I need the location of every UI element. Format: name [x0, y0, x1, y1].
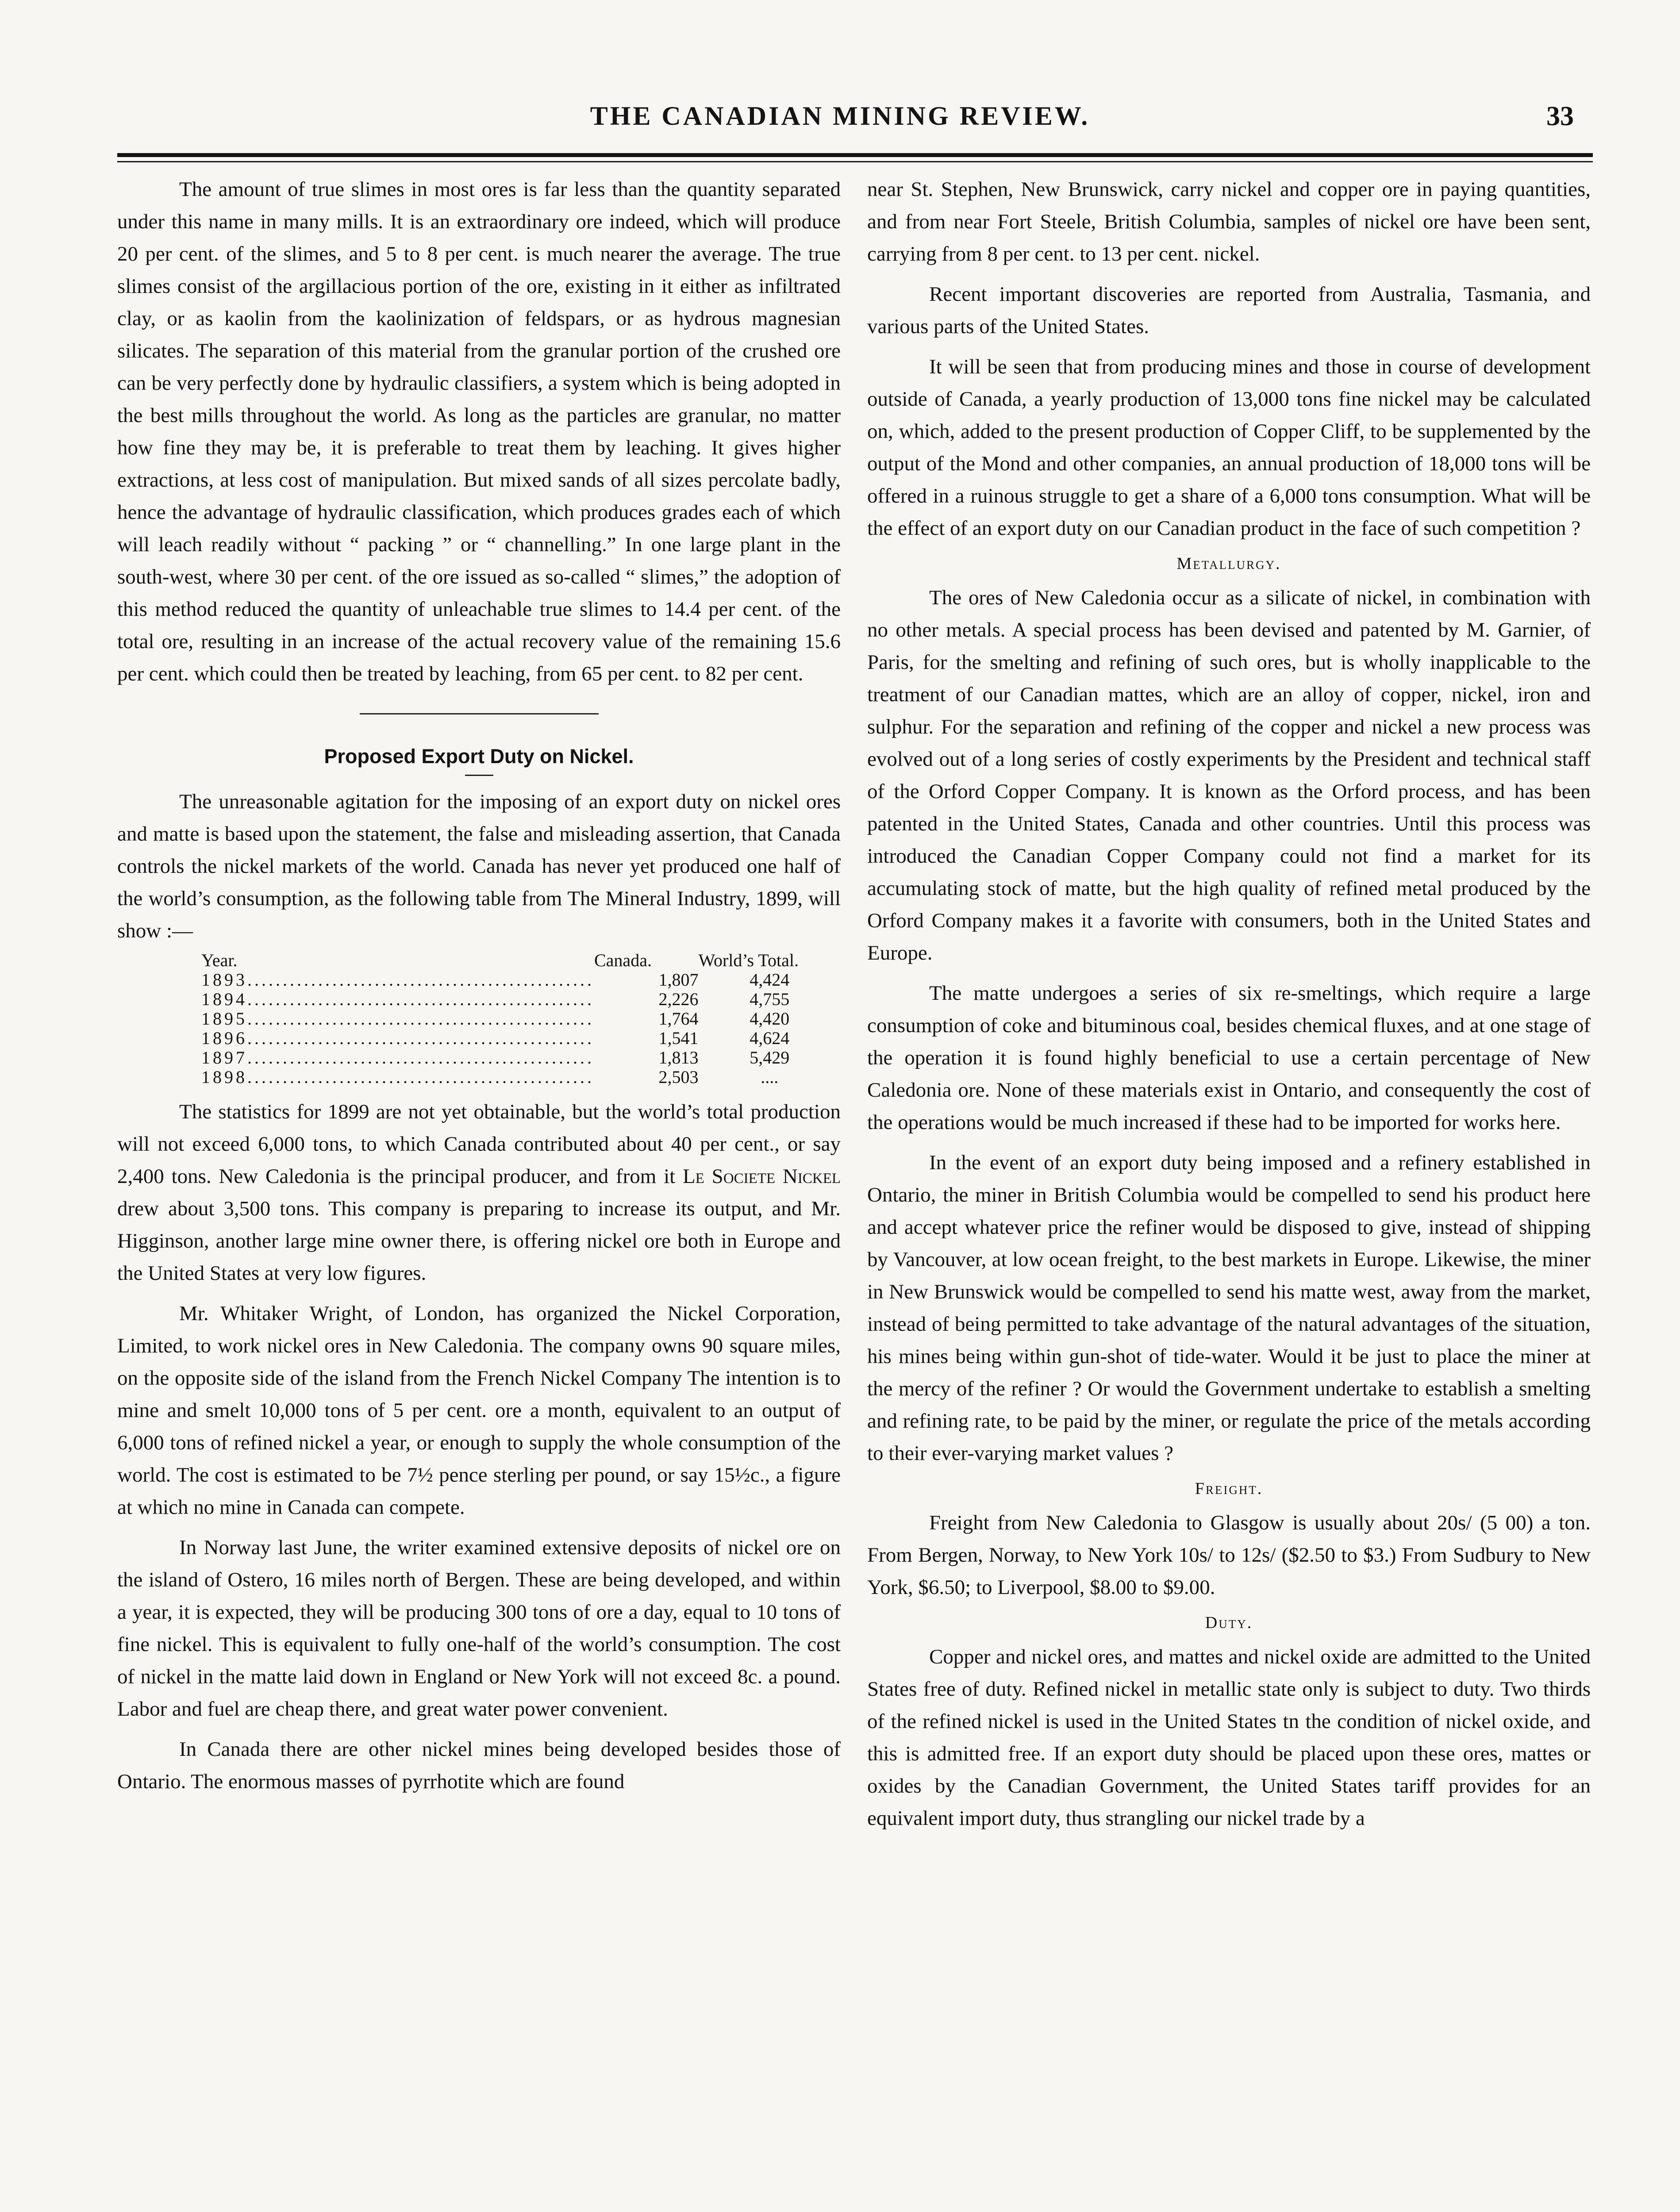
year-cell: 1895.................................................	[201, 1009, 594, 1029]
world-cell: 4,624	[750, 1028, 790, 1048]
paragraph-duty: Copper and nickel ores, and mattes and nickel oxide are admitted to the United States free of duty. Refined nickel in metallic state only is subject to duty. Two thirds of the refined nickel is used in the United States tn the condition of nickel oxide, and this is admitted free. If an export duty should be placed upon these ores, mattes or oxides by the Canadian Government, the United States tariff provides for an equivalent import duty, thus strangling our nickel trade by a	[867, 1645, 1591, 1830]
header-rule-thick	[117, 153, 1593, 157]
year-cell: 1894.................................................	[201, 990, 594, 1009]
world-cell: 4,755	[750, 989, 790, 1009]
heading-metallurgy: Metallurgy.	[1176, 554, 1281, 573]
paragraph-export-duty-event: In the event of an export duty being imposed and a refinery established in Ontario, the miner in British Columbia would be compelled to send his product here and accept whatever price the refiner would be disposed to give, instead of shipping by Vancouver, at low ocean freight, to the best markets in Europe. Likewise, the miner in New Brunswick would be compelled to send his matte west, away from the market, instead of being permitted to take advantage of the natural advantages of the situation, his mines being within gun-shot of tide-water. Would it be just to place the miner at the mercy of the refiner ? Or would the Government undertake to establish a smelting and refining rate, to be paid by the miner, or regulate the price of the metals according to their ever-varying market values ?	[867, 1151, 1591, 1465]
table-row	[201, 970, 841, 990]
table-header-row	[201, 951, 841, 970]
paragraph-ores: The ores of New Caledonia occur as a silicate of nickel, in combination with no other metals. A special process has been devised and patented by M. Garnier, of Paris, for the smelting and refining of such ores, but is wholly inapplicable to the treatment of our Canadian mattes, which are an alloy of copper, nickel, iron and sulphur. For the separation and refining of the copper and nickel a new process was evolved out of a long series of costly experiments by the President and technical staff of the Orford Copper Company. It is known as the Orford process, and has been patented in the United States, Canada and other countries. Until this process was introduced the Canadian Copper Company could not find a market for its accumulating stock of matte, but the high quality of refined metal produced by the Orford Company makes it a favorite with consumers, both in the United States and Europe.	[867, 586, 1591, 964]
heading-freight: Freight.	[1195, 1479, 1263, 1498]
header-rule-thin	[117, 161, 1593, 162]
paragraph-canada-mines: In Canada there are other nickel mines being developed besides those of Ontario. The enormous masses of pyrrhotite which are found	[117, 1738, 841, 1793]
page-number: 33	[1546, 101, 1574, 131]
left-column	[117, 173, 841, 1798]
world-cell: 4,420	[750, 1009, 790, 1029]
paragraph-statistics: The statistics for 1899 are not yet obtainable, but the world’s total production will not exceed 6,000 tons, to which Canada contributed about 40 per cent., or say 2,400 tons. New Caledonia is the principal producer, and from it Le Societe Nickel drew about 3,500 tons. This company is preparing to increase its output, and Mr. Higginson, another large mine owner there, is offering nickel ore both in Europe and the United States at very low figures.	[117, 1100, 841, 1285]
world-cell: 5,429	[750, 1048, 790, 1068]
right-column	[867, 173, 1591, 1835]
section-separator	[360, 713, 599, 714]
paragraph-whitaker-wright: Mr. Whitaker Wright, of London, has organized the Nickel Corporation, Limited, to work nickel ores in New Caledonia. The company owns 90 square miles, on the opposite side of the island from the French Nickel Company The intention is to mine and smelt 10,000 tons of 5 per cent. ore a month, equivalent to an output of 6,000 tons of refined nickel a year, or enough to supply the whole consumption of the world. The cost is estimated to be 7½ pence sterling per pound, or say 15½c., a figure at which no mine in Canada can compete.	[117, 1302, 841, 1519]
table-row	[201, 1068, 841, 1087]
paragraph-production: It will be seen that from producing mines and those in course of development outside of Canada, a yearly production of 13,000 tons fine nickel may be calculated on, which, added to the present production of Copper Cliff, to be supplemented by the output of the Mond and other companies, an annual production of 18,000 tons will be offered in a ruinous struggle to get a share of a 6,000 tons consumption. What will be the effect of an export duty on our Canadian product in the face of such competition ?	[867, 355, 1591, 540]
canada-cell: 1,764	[658, 1009, 699, 1029]
paragraph-matte: The matte undergoes a series of six re-smeltings, which require a large consumption of coke and bituminous coal, besides chemical fluxes, and at one stage of the operation it is found highly beneficial to use a certain percentage of New Caledonia ore. None of these materials exist in Ontario, and consequently the cost of the operations would be much increased if these had to be imported for works here.	[867, 982, 1591, 1134]
world-cell: 4,424	[750, 970, 790, 990]
year-cell: 1893.................................................	[201, 970, 594, 990]
table-row	[201, 1048, 841, 1068]
header-year: Year.	[201, 950, 238, 970]
paragraph-norway: In Norway last June, the writer examined extensive deposits of nickel ore on the island of Ostero, 16 miles north of Bergen. These are being developed, and within a year, it is expected, they will be producing 300 tons of ore a day, equal to 10 tons of fine nickel. This is equivalent to fully one-half of the world’s consumption. The cost of nickel in the matte laid down in England or New York will not exceed 8c. a pound. Labor and fuel are cheap there, and great water power convenient.	[117, 1536, 841, 1720]
year-cell: 1898.................................................	[201, 1068, 594, 1087]
canada-cell: 2,503	[658, 1067, 699, 1087]
paragraph-new-brunswick: near St. Stephen, New Brunswick, carry nickel and copper ore in paying quantities, and from near Fort Steele, British Columbia, samples of nickel ore have been sent, carrying from 8 per cent. to 13 per cent. nickel.	[867, 178, 1591, 265]
company-name: Le Societe Nickel	[683, 1165, 841, 1188]
world-cell: ....	[761, 1067, 779, 1087]
heading-duty: Duty.	[1205, 1613, 1253, 1632]
table-row	[201, 1009, 841, 1029]
header-canada: Canada.	[594, 950, 652, 970]
table-row	[201, 990, 841, 1009]
heading-dash	[465, 775, 493, 776]
canada-cell: 1,813	[658, 1048, 699, 1068]
paragraph-freight: Freight from New Caledonia to Glasgow is usually about 20s/ (5 00) a ton. From Bergen, Norway, to New York 10s/ to 12s/ ($2.50 to $3.) From Sudbury to New York, $6.50; to Liverpool, $8.00 to $9.00.	[867, 1511, 1591, 1599]
paragraph-agitation: The unreasonable agitation for the imposing of an export duty on nickel ores and matte is based upon the statement, the false and misleading assertion, that Canada controls the nickel markets of the world. Canada has never yet produced one half of the world’s consumption, as the following table from The Mineral Industry, 1899, will show :—	[117, 790, 841, 942]
canada-cell: 1,541	[658, 1028, 699, 1048]
running-header	[0, 101, 1680, 141]
canada-cell: 1,807	[658, 970, 699, 990]
year-cell: 1896.................................................	[201, 1029, 594, 1048]
journal-title: THE CANADIAN MINING REVIEW.	[590, 101, 1090, 131]
table-row	[201, 1029, 841, 1048]
year-cell: 1897.................................................	[201, 1048, 594, 1068]
production-table	[201, 951, 841, 1087]
paragraph-slimes: The amount of true slimes in most ores is far less than the quantity separated under this name in many mills. It is an extraordinary ore indeed, which will produce 20 per cent. of the slimes, and 5 to 8 per cent. is much nearer the average. The true slimes consist of the argillacious portion of the ore, existing in it either as infiltrated clay, or as kaolin from the kaolinization of feldspars, or as hydrous magnesian silicates. The separation of this material from the granular portion of the crushed ore can be very perfectly done by hydraulic classifiers, a system which is being adopted in the best mills throughout the world. As long as the particles are granular, no matter how fine they may be, it is preferable to treat them by leaching. It gives higher extractions, at less cost of manipulation. But mixed sands of all sizes percolate badly, hence the advantage of hydraulic classification, which produces grades each of which will leach readily without “ packing ” or “ channelling.” In one large plant in the south-west, where 30 per cent. of the ore issued as so-called “ slimes,” the adoption of this method reduced the quantity of unleachable true slimes to 14.4 per cent. of the total ore, resulting in an increase of the actual recovery value of the remaining 15.6 per cent. which could then be treated by leaching, from 65 per cent. to 82 per cent.	[117, 178, 841, 685]
article-heading: Proposed Export Duty on Nickel.	[324, 745, 634, 768]
canada-cell: 2,226	[658, 989, 699, 1009]
paragraph-discoveries: Recent important discoveries are reported from Australia, Tasmania, and various parts of the United States.	[867, 283, 1591, 338]
header-world-total: World’s Total.	[698, 950, 799, 970]
